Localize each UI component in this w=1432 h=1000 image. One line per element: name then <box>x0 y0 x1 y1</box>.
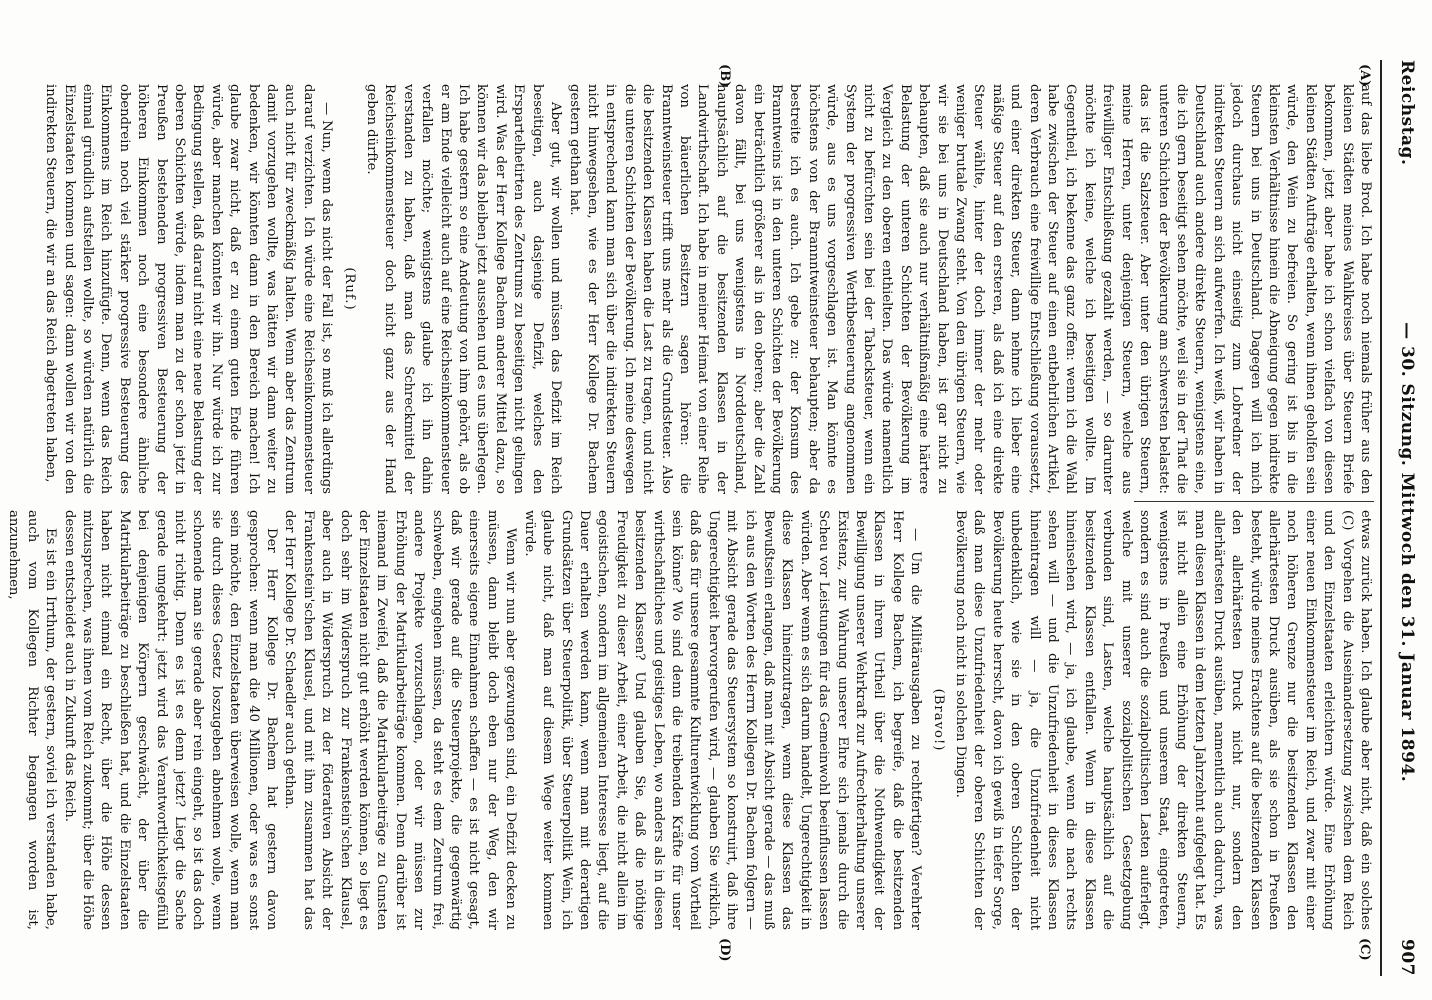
running-head <box>1390 60 1424 976</box>
margin-mark-c: (C) <box>1357 938 1372 961</box>
right-paragraph-2: — Um die Militärausgaben zu rechtfertigen? Verehrter Herr Kollege Bachem, ich begreife, daß die besitzenden Klassen in ihrem Urtheil über die Nothwendigkeit der Bewilligung unserer Wehrkraft zur Aufrechterhaltung unserer Existenz, zur Wahrung unserer Ehre sich jemals durch die Scheu vor Leistungen für das Gemeinwohl beeinflussen lassen würden. Aber wenn es sich darum handelt, Ungerechtigkeit in diese Klassen hineinzutragen, wenn diese Klassen das Bewußtsein erlangen, daß man mit Absicht gerade — das muß ich aus den Worten des Herrn Kollegen Dr. Bachem folgern — mit Absicht gerade das Steuersystem so konstruirt, daß ihre Ungerechtigkeit hervorgerufen wird, — glauben Sie wirklich, daß das für unsere gesammte Kulturentwicklung vom Vortheil sein könne? Wo sind denn die treibenden Kräfte für unser wirthschaftliches und geistiges Leben, wo anders als in diesen besitzenden Klassen? Und glauben Sie, daß die nöthige Freudigkeit zu dieser Arbeit, einer Arbeit, die nicht allein im egoistischen, sondern im allgemeinen Interesse liegt, auf die Dauer erhalten werden kann, wenn man mit derartigen Grundsätzen über Steuerpolitik, über Steuerpolitik Wein, ich glaube nicht, daß man auf diesem Wege weiter kommen würde. <box>521 510 924 930</box>
left-paragraph-2: Aber gut, wir wollen und müssen das Defizit im Reich beseitigen, auch dasjenige Defizit, welches den Erspartelhetirten des Zentrums zu beseitigen nicht gelingen wird. Was der Herr Kollege Bachem anderer Mittel dazu, so können wir das bleiben jetzt aussehen und es uns überlegen. Ich habe gestern so eine Andeutung von ihm gehört, als ob er am Ende vielleicht auch auf eine Reichseinkommensteuer verfallen möchte; wenigstens glaube ich ihn dahin verstanden zu haben, daß man das Schreckmittel der Reichseinkommensteuer doch nicht ganz aus der Hand geben dürfte. <box>364 84 564 494</box>
right-paragraph-4: Der Herr Kollege Dr. Bachem hat gestern davon gesprochen: wenn man die 40 Millionen, oder was es sonst sein möchte, den Einzelstaaten überweisen wolle, wenn man sie durch dieses Gesetz loszugeben abnehmen wolle, wenn schonende man sie gerade aber rein eingeht, so ist das doch nicht richtig. Denn es ist es denn jetzt? Liegt die Sache gerade umgekehrt: jetzt wird das Verantwortlichkeitsgefühl bei denjenigen Körpern geschwächt, der über die Matrikularbeiträge zu beschließen hat, und die Einzelstaaten haben nicht einmal ein Recht, über die Höhe dessen mitzusprechen, was ihnen vom Reich zukommt; über die Höhe dessen entscheidet auch in Zukunft das Reich. <box>61 510 280 930</box>
left-paragraph-1: auf das liebe Brod. Ich habe noch niemals früher aus den kleinen Städten meines Wahlkreises über Steuern Briefe bekommen, jetzt aber habe ich schon vielfach von diesen kleinen Städten Aufträge erhalten, wenn ihnen geholfen sein würde, den Wein zu befreien. So gering ist bis in die kleinsten Verhältnisse hinein die Abneigung gegen indirekte Steuern bei uns in Deutschland. Dagegen will ich mich jedoch durchaus nicht einseitig zum Lobredner der indirekten Steuern an sich aufwerfen. Ich weiß, wir haben in Deutschland auch andere direkte Steuern, wenigstens eine, die ich gern beseitigt sehen möchte, weil sie in der That die unteren Schichten der Bevölkerung am schwersten belastet: das ist die Salzsteuer. Aber unter den übrigen Steuern, meine Herren, unter denjenigen Steuern, welche aus freiwilliger Entschließung gezahlt werden, — so darunter möchte ich keine, welche ich beseitigen wollte. Im Gegentheil, ich bekenne das ganz offen: wenn ich die Wahl habe zwischen der Steuer auf einen entbehrlichen Artikel, deren Verbrauch eine freiwillige Entschließung voraussetzt, und einer direkten Steuer, dann nehme ich lieber eine mäßige Steuer auf den ersteren, als daß ich eine direkte Steuer wählte, hinter der doch immer der mehr oder weniger brutale Zwang steht. Von den übrigen Steuern, wie wir sie bei uns in Deutschland haben, ist gar nicht zu behaupten, daß sie auch nur verhältnißmäßig eine härtere Belastung der unteren Schichten der Bevölkerung im Vergleich zu den oberen enthielten. Das würde namentlich nicht zu befürchten sein bei der Tabacksteuer, wenn ein System der progressiven Werthbesteuerung angenommen würde, aus es uns vorgeschlagen ist. Man könnte es höchstens von der Brannntweinsteuer behaupten; aber da bestreite ich es auch. Ich gebe zu: der Konsum des Branntweins ist in den unteren Schichten der Bevölkerung ein beträchtlich größerer als in den oberen; aber die Zahl davon fällt, bei uns wenigstens in Norddeutschland, hauptsächlich auf die besitzenden Klassen in der Landwirthschaft. Ich habe in meiner Heimat von einer Reihe von bäuerlichen Besitzern sagen hören: die Branntweinsteuer trifft uns mehr als die Grundsteuer. Also die besitzenden Klassen haben die Last zu tragen, und nicht die unteren Schichten der Bevölkerung. Ich meine deswegen in entsprechend kann man sich über die indirekten Steuern nicht hinwegsehen, wie es der Herr Kollege Dr. Bachem gestern gethan hat. <box>566 84 1373 494</box>
right-column <box>6 510 1374 930</box>
left-paragraph-3: — Nun, wenn das nicht der Fall ist, so muß ich allerdings darauf verzichten. Ich würde eine Reichseinkommensteuer auch nicht für zweckmäßig halten. Wenn aber das Zentrum damit vorzugehen wollte, was hätten wir dann weiter zu bedenken, wir könnten dann in den Bereich machen! Ich glaube zwar nicht, daß er zu einem guten Ende führen würde, aber manchen könnten wir ihn. Nur würde ich zur Bedingung stellen, daß darauf nicht eine neue Belastung der oberen Schichten würde, indem man zu der schon jetzt in Preußen bestehenden progressiven Besteuerung der höheren Einkommen noch eine besondere ähnliche obendrein noch viel stärker progressive Besteuerung des Einkommens im Reich hinzufügte. Denn, wenn das Reich einmal gründlich aufstellen wollte, so würden natürlich die Einzelstaaten kommen und sagen: dann wollen wir von den indirekten Steuern, die wir an das Reich abgetreten haben, <box>43 84 335 494</box>
header-left: Reichstag. <box>1397 60 1417 166</box>
margin-mark-d: (D) <box>717 938 732 962</box>
right-interjection: (Bravo!) <box>930 688 946 752</box>
margin-mark-b: (B) <box>717 64 732 88</box>
right-paragraph-5: Es ist ein Irrthum, der gestern, soviel ich verstanden habe, auch vom Kollegen Richter begangen worden ist, anzunehmen, <box>6 510 59 930</box>
right-paragraph-3: Wenn wir nun aber gezwungen sind, ein Defizit decken zu müssen, dann bleibt doch eben nur der Weg, den wir einerseits eigene Einnahmen schaffen — es ist nicht gesagt, daß wir gerade auf die Steuerprojekte, die gegenwärtig schweben, eingehen müssen, da steht es dem Zentrum frei, andere Projekte vorzuschlagen, oder wir müssen zur Erhöhung der Matrikularbeiträge kommen. Denn darüber ist niemand im Zweifel, daß die Matrikularbeiträge zu Gunsten der Einzelstaaten nicht gut erhöht werden können, so liegt es doch sehr im Widerspruch zur Frankenstein'schen Klausel, aber auch in Widerspruch zu der föderativen Absicht der Frankenstein'schen Klausel, und mit ihm zusammen hat das der Herr Kollege Dr. Schaedler auch gethan. <box>282 510 519 930</box>
margin-mark-a: (A) <box>1357 64 1372 87</box>
left-interjection: (Ruf.) <box>341 267 357 311</box>
left-column <box>43 84 1374 494</box>
right-paragraph-1: etwas zurück haben. Ich glaube aber nicht, daß ein solches (C) Vorgehen die Auseinandersetzung zwischen dem Reich und den Einzelstaaten erleichtern würde. Eine Erhöhung einer neuen Einkommensteuer im Reich, und zwar mit einer noch höheren Grenze nur die besitzenden Klassen den allerhärtesten Druck ausüben, als sie schon in Preußen besteht, würde meines Erachtens auf die besitzenden Klassen den allerhärtesten Druck nicht nur, sondern den allerhärtesten Druck ausüben, namentlich auch dadurch, was man diesen Klassen in dem letzten Jahrzehnt aufgelegt hat. Es ist nicht allein eine Erhöhung der direkten Steuern, wenigstens in Preußen und unserem Staat, eingetreten, sondern es sind auch die sozialpolitischen Lasten auferlegt, welche mit unserer sozialpolitischen Gesetzgebung verbunden sind, Lasten, welche hauptsächlich auf die besitzenden Klassen entfallen. Wenn in diese Klassen hineinsehen wird, — ja, ich glaube, wenn die nach rechts sehen will — und die Unzufriedenheit in dieses Klassen hineintragen will — ja, die Unzufriedenheit nicht unbedenklich, wie sie in den oberen Schichten der Bevölkerung heute herrscht, davon ich gewiß in tiefer Sorge, daß man diese Unzufriedenheit der oberen Schichten der Bevölkerung noch nicht in solchen Dingen. <box>953 510 1373 930</box>
header-session-date: — 30. Sitzung. Mittwoch den 31. Januar 1894. <box>1397 322 1417 783</box>
column-divider <box>1134 501 1374 502</box>
page-number: 907 <box>1397 939 1417 976</box>
header-rule <box>1380 60 1382 976</box>
